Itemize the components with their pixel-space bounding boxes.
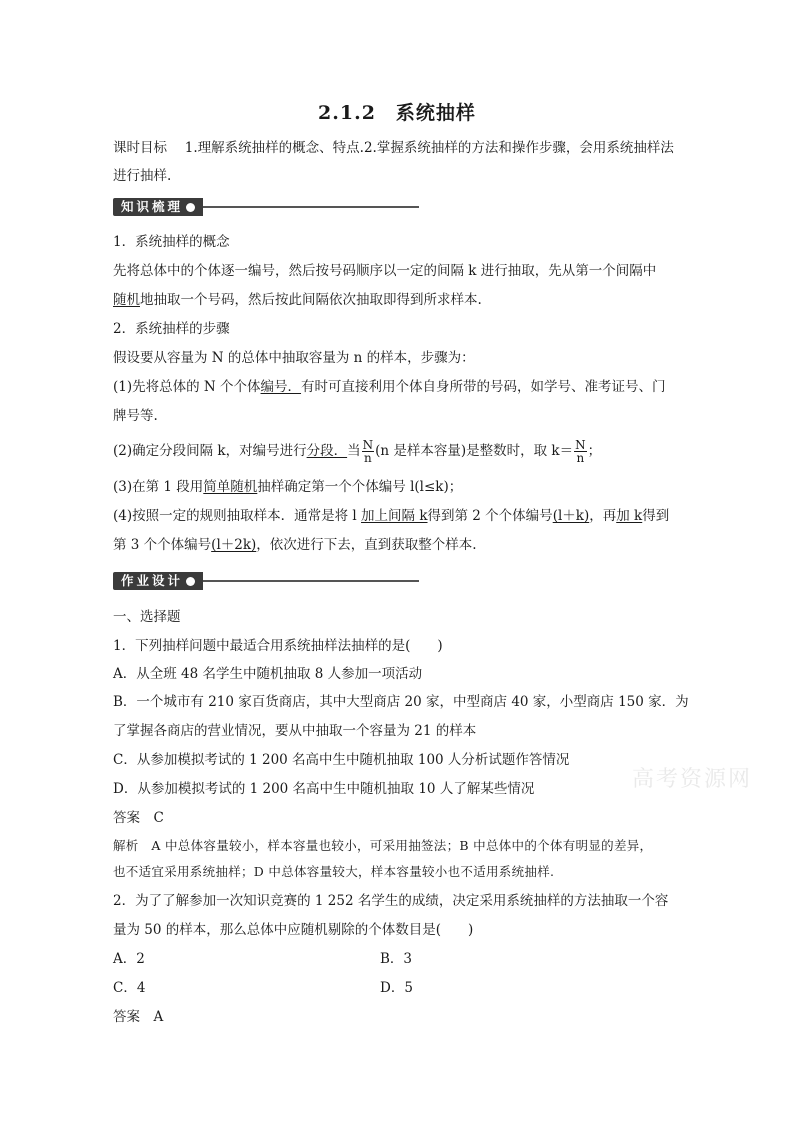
q2-stem-line-2: 量为 50 的样本，那么总体中应随机剔除的个体数目是( ) xyxy=(113,922,474,938)
fraction-k-value: $\frac{N}{n}$ xyxy=(575,438,586,465)
watermark: 高考资源网 xyxy=(632,767,753,792)
q1-option-b-line-1: B．一个城市有 210 家百货商店，其中大型商店 20 家，中型商店 40 家，小型商店 150 家．为 xyxy=(113,694,689,710)
q1-option-b-line-2: 了掌握各商店的营业情况，要从中抽取一个容量为 21 的样本 xyxy=(113,723,477,739)
q1-option-d: D．从参加模拟考试的 1 200 名高中生中随机抽取 10 人了解某些情况 xyxy=(113,781,535,797)
steps-heading: 2．系统抽样的步骤 xyxy=(113,321,230,337)
q1-explanation-line-1: 解析 A 中总体容量较小，样本容量也较小，可采用抽签法；B 中总体中的个体有明显的差异， xyxy=(113,838,653,853)
section-banner-knowledge xyxy=(113,198,419,216)
step-1-line-2: 牌号等. xyxy=(113,408,158,424)
section-label: 知识梳理 xyxy=(113,198,203,216)
q1-option-c: C．从参加模拟考试的 1 200 名高中生中随机抽取 100 人分析试题作答情况 xyxy=(113,752,570,768)
concept-line-1: 先将总体中的个体逐一编号，然后按号码顺序以一定的间隔 k 进行抽取，先从第一个间隔中 xyxy=(113,263,657,279)
q1-answer: 答案 C xyxy=(113,810,164,826)
circle-dot-icon xyxy=(186,203,195,212)
q2-option-c: C．4 xyxy=(113,980,146,996)
objectives-line-2: 进行抽样. xyxy=(113,168,172,184)
steps-intro: 假设要从容量为 N 的总体中抽取容量为 n 的样本，步骤为： xyxy=(113,350,475,366)
section-banner-homework xyxy=(113,572,419,590)
step-1-line-1: (1)先将总体的 N 个个体编号．有时可直接利用个体自身所带的号码，如学号、准考证号、门 xyxy=(113,379,666,395)
step-4-line-2: 第 3 个个体编号(l＋2k)，依次进行下去，直到获取整个样本. xyxy=(113,537,477,553)
circle-dot-icon xyxy=(186,577,195,586)
step-2: (2)确定分段间隔 k，对编号进行分段．当 $\frac{N}{n}$ (n 是样本容量)是整数时，取 k＝ $\frac{N}{n}$ ； xyxy=(113,438,602,465)
objectives-line-1: 课时目标 1.理解系统抽样的概念、特点.2.掌握系统抽样的方法和操作步骤，会用系统抽样法 xyxy=(113,140,674,156)
q2-stem-line-1: 2．为了了解参加一次知识竞赛的 1 252 名学生的成绩，决定采用系统抽样的方法抽取一个容 xyxy=(113,893,669,909)
fraction-n-over-n: $\frac{N}{n}$ xyxy=(362,438,374,465)
q2-option-d: D．5 xyxy=(380,980,413,996)
q1-stem: 1．下列抽样问题中最适合用系统抽样法抽样的是( ) xyxy=(113,638,443,654)
q2-option-b: B．3 xyxy=(380,951,413,967)
section-divider xyxy=(203,206,419,208)
step-4-line-1: (4)按照一定的规则抽取样本．通常是将 l 加上间隔 k得到第 2 个个体编号(l＋k)，再加 k得到 xyxy=(113,508,670,524)
q2-option-a: A．2 xyxy=(113,951,145,967)
part-heading: 一、选择题 xyxy=(113,609,181,625)
section-divider xyxy=(203,580,419,582)
q1-option-a: A．从全班 48 名学生中随机抽取 8 人参加一项活动 xyxy=(113,666,423,682)
lesson-title: 2.1.2 系统抽样 xyxy=(318,102,476,124)
section-label: 作业设计 xyxy=(113,572,203,590)
q2-answer: 答案 A xyxy=(113,1009,164,1025)
concept-heading: 1．系统抽样的概念 xyxy=(113,234,230,250)
q1-explanation-line-2: 也不适宜采用系统抽样；D 中总体容量较大，样本容量较小也不适用系统抽样. xyxy=(113,864,555,879)
concept-line-2: 随机地抽取一个号码，然后按此间隔依次抽取即得到所求样本. xyxy=(113,292,482,308)
step-3: (3)在第 1 段用简单随机抽样确定第一个个体编号 l(l≤k)； xyxy=(113,479,463,495)
